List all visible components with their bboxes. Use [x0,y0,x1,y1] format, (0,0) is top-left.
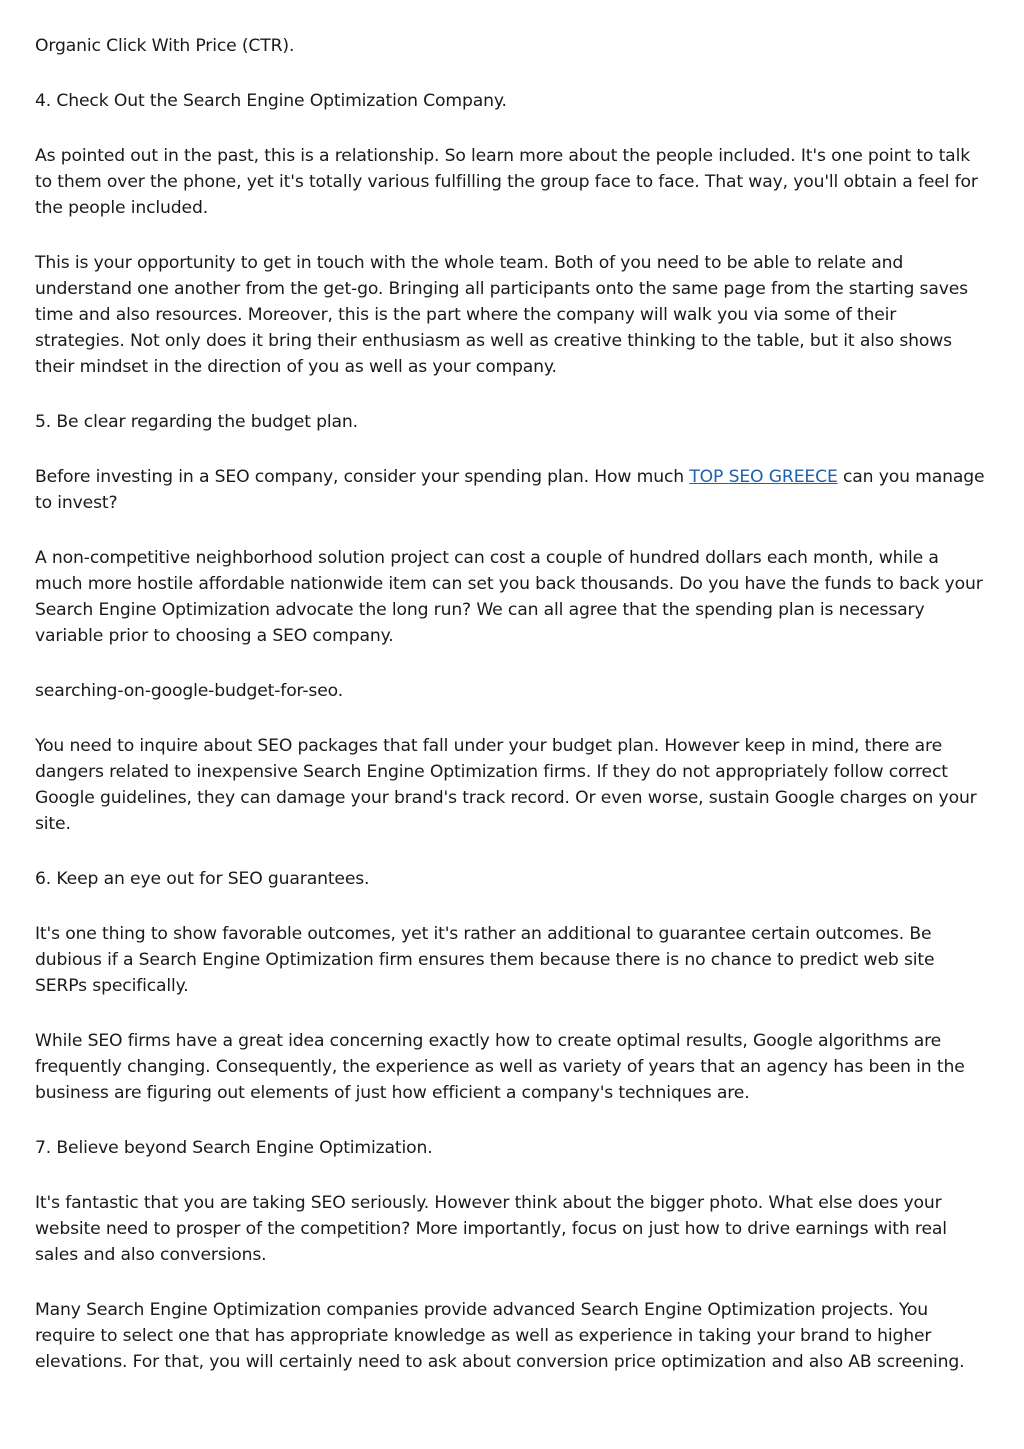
paragraph-ctr: Organic Click With Price (CTR). [35,36,295,56]
heading-beyond-seo: 7. Believe beyond Search Engine Optimization. [35,1138,433,1158]
paragraph-spending-plan-before: Before investing in a SEO company, consider your spending plan. How much [35,467,690,487]
heading-seo-guarantees: 6. Keep an eye out for SEO guarantees. [35,869,370,889]
paragraph-spending-plan [35,464,990,516]
paragraph-image-caption: searching-on-google-budget-for-seo. [35,681,344,701]
heading-budget-plan: 5. Be clear regarding the budget plan. [35,412,358,432]
paragraph-seo-packages: You need to inquire about SEO packages that fall under your budget plan. However keep in mind, there are dangers related to inexpensive Search Engine Optimization firms. If they do not appropriately follow correct Google guidelines, they can damage your brand's track record. Or even worse, sustain Google charges on your site. [35,736,977,834]
paragraph-google-algorithms: While SEO firms have a great idea concerning exactly how to create optimal results, Google algorithms are frequently changing. Consequently, the experience as well as variety of years that an agency has been in the business are figuring out elements of just how efficient a company's techniques are. [35,1031,965,1103]
heading-check-out-company: 4. Check Out the Search Engine Optimization Company. [35,91,507,111]
paragraph-advanced-projects: Many Search Engine Optimization companies provide advanced Search Engine Optimization projects. You require to select one that has appropriate knowledge as well as experience in taking your brand to higher elevations. For that, you will certainly need to ask about conversion price optimization and also AB screening. [35,1300,965,1372]
paragraph-spending-plan-after: can you manage to invest? [35,467,985,513]
paragraph-favorable-outcomes: It's one thing to show favorable outcomes, yet it's rather an additional to guarantee certain outcomes. Be dubious if a Search Engine Optimization firm ensures them because there is no chance to predict web site SERPs specifically. [35,924,935,996]
paragraph-project-cost: A non-competitive neighborhood solution project can cost a couple of hundred dollars each month, while a much more hostile affordable nationwide item can set you back thousands. Do you have the funds to back your Search Engine Optimization advocate the long run? We can all agree that the spending plan is necessary variable prior to choosing a SEO company. [35,548,983,646]
document-page [35,33,990,1404]
paragraph-whole-team: This is your opportunity to get in touch with the whole team. Both of you need to be able to relate and understand one another from the get-go. Bringing all participants onto the same page from the starting saves time and also resources. Moreover, this is the part where the company will walk you via some of their strategies. Not only does it bring their enthusiasm as well as creative thinking to the table, but it also shows their mindset in the direction of you as well as your company. [35,253,968,377]
paragraph-relationship: As pointed out in the past, this is a relationship. So learn more about the people included. It's one point to talk to them over the phone, yet it's totally various fulfilling the group face to face. That way, you'll obtain a feel for the people included. [35,146,978,218]
top-seo-greece-link[interactable]: TOP SEO GREECE [689,467,838,487]
paragraph-bigger-photo: It's fantastic that you are taking SEO seriously. However think about the bigger photo. What else does your website need to prosper of the competition? More importantly, focus on just how to drive earnings with real sales and also conversions. [35,1193,947,1265]
